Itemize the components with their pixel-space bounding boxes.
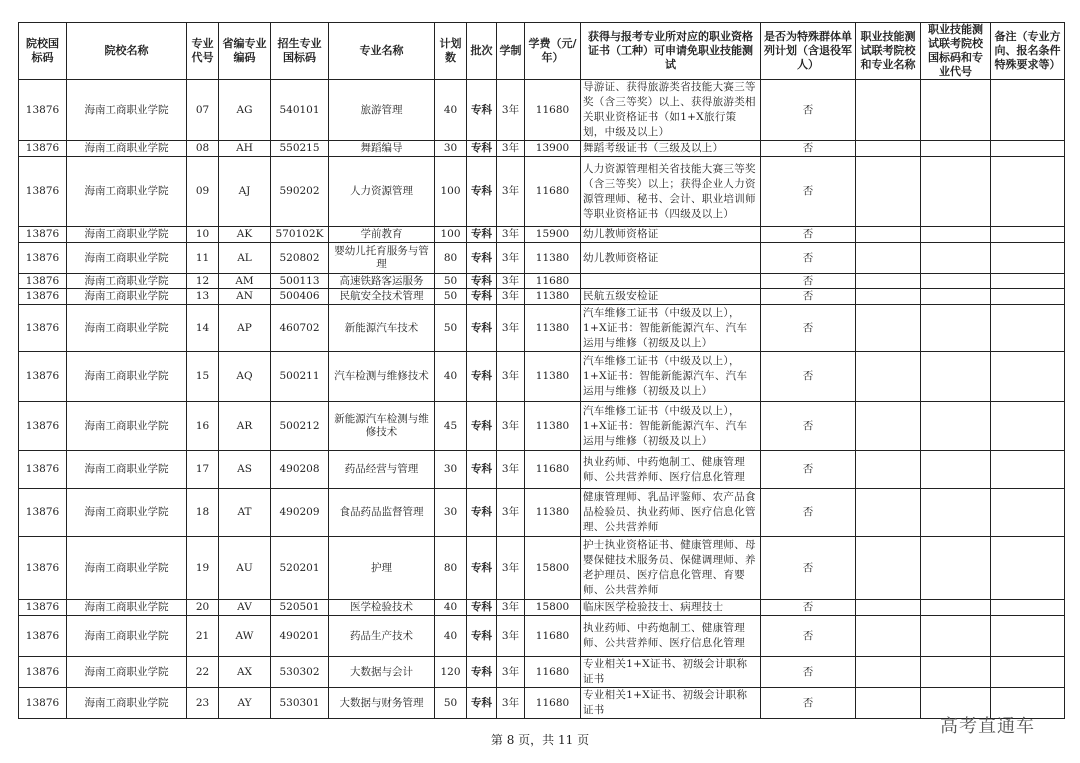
- cell-fee: 11680: [525, 451, 581, 489]
- cell-cert: 健康管理师、乳品评鉴师、农产品食品检验员、执业药师、医疗信息化管理、公共营养师: [581, 489, 761, 537]
- cell-school: 海南工商职业学院: [67, 600, 187, 616]
- column-header: 专业代号: [187, 23, 219, 80]
- cell-fee: 11380: [525, 305, 581, 352]
- column-header: 获得与报考专业所对应的职业资格证书（工种）可申请免职业技能测试: [581, 23, 761, 80]
- cell-plan: 45: [435, 402, 467, 451]
- cell-prov: AP: [219, 305, 271, 352]
- cell-empty: [991, 289, 1065, 305]
- cell-no: 18: [187, 489, 219, 537]
- cell-empty: [921, 352, 991, 402]
- cell-school: 海南工商职业学院: [67, 451, 187, 489]
- cell-prov: AS: [219, 451, 271, 489]
- cell-no: 11: [187, 243, 219, 274]
- column-header: 职业技能测试联考院校国标码和专业代号: [921, 23, 991, 80]
- cell-empty: [856, 537, 921, 600]
- cell-major: 药品生产技术: [329, 616, 435, 657]
- cell-empty: [856, 80, 921, 141]
- column-header: 学制: [497, 23, 525, 80]
- cell-fee: 11380: [525, 352, 581, 402]
- cell-empty: [856, 402, 921, 451]
- cell-code: 13876: [19, 227, 67, 243]
- cell-special: 否: [761, 80, 856, 141]
- cell-fee: 11680: [525, 157, 581, 227]
- cell-code: 13876: [19, 141, 67, 157]
- cell-batch: 专科: [467, 537, 497, 600]
- cell-batch: 专科: [467, 489, 497, 537]
- cell-batch: 专科: [467, 227, 497, 243]
- table-row: [19, 289, 1065, 305]
- cell-empty: [991, 157, 1065, 227]
- cell-fee: 15800: [525, 600, 581, 616]
- column-header: 招生专业国标码: [271, 23, 329, 80]
- table-row: [19, 141, 1065, 157]
- cell-batch: 专科: [467, 402, 497, 451]
- cell-prov: AM: [219, 274, 271, 289]
- cell-special: 否: [761, 227, 856, 243]
- cell-plan: 40: [435, 600, 467, 616]
- table-row: [19, 537, 1065, 600]
- cell-no: 20: [187, 600, 219, 616]
- column-header: 院校名称: [67, 23, 187, 80]
- cell-empty: [921, 305, 991, 352]
- cell-empty: [991, 451, 1065, 489]
- cell-nat: 490201: [271, 616, 329, 657]
- cell-code: 13876: [19, 305, 67, 352]
- enrollment-plan-table: [18, 22, 1065, 719]
- cell-empty: [991, 243, 1065, 274]
- cell-nat: 590202: [271, 157, 329, 227]
- cell-code: 13876: [19, 402, 67, 451]
- cell-nat: 530301: [271, 688, 329, 719]
- cell-empty: [991, 537, 1065, 600]
- cell-empty: [921, 616, 991, 657]
- cell-nat: 530302: [271, 657, 329, 688]
- cell-batch: 专科: [467, 352, 497, 402]
- cell-years: 3年: [497, 243, 525, 274]
- cell-special: 否: [761, 600, 856, 616]
- cell-special: 否: [761, 537, 856, 600]
- cell-special: 否: [761, 657, 856, 688]
- table-row: [19, 305, 1065, 352]
- cell-batch: 专科: [467, 616, 497, 657]
- cell-plan: 30: [435, 451, 467, 489]
- cell-no: 08: [187, 141, 219, 157]
- cell-nat: 500406: [271, 289, 329, 305]
- cell-empty: [921, 657, 991, 688]
- cell-school: 海南工商职业学院: [67, 657, 187, 688]
- cell-special: 否: [761, 616, 856, 657]
- cell-school: 海南工商职业学院: [67, 80, 187, 141]
- cell-years: 3年: [497, 600, 525, 616]
- cell-years: 3年: [497, 402, 525, 451]
- cell-cert: 护士执业资格证书、健康管理师、母婴保健技术服务员、保健调理师、养老护理员、医疗信息化管理、育婴师、公共营养师: [581, 537, 761, 600]
- cell-empty: [991, 402, 1065, 451]
- cell-code: 13876: [19, 80, 67, 141]
- cell-empty: [921, 537, 991, 600]
- table-row: [19, 274, 1065, 289]
- cell-empty: [991, 274, 1065, 289]
- cell-major: 学前教育: [329, 227, 435, 243]
- cell-plan: 40: [435, 80, 467, 141]
- cell-major: 汽车检测与维修技术: [329, 352, 435, 402]
- cell-empty: [991, 305, 1065, 352]
- table-row: [19, 80, 1065, 141]
- cell-years: 3年: [497, 289, 525, 305]
- column-header: 省编专业编码: [219, 23, 271, 80]
- cell-plan: 80: [435, 537, 467, 600]
- cell-empty: [921, 600, 991, 616]
- cell-no: 19: [187, 537, 219, 600]
- cell-fee: 11380: [525, 289, 581, 305]
- cell-no: 21: [187, 616, 219, 657]
- cell-batch: 专科: [467, 243, 497, 274]
- cell-batch: 专科: [467, 274, 497, 289]
- cell-empty: [991, 227, 1065, 243]
- cell-special: 否: [761, 274, 856, 289]
- cell-prov: AU: [219, 537, 271, 600]
- cell-no: 17: [187, 451, 219, 489]
- cell-major: 舞蹈编导: [329, 141, 435, 157]
- cell-code: 13876: [19, 243, 67, 274]
- cell-special: 否: [761, 157, 856, 227]
- cell-major: 药品经营与管理: [329, 451, 435, 489]
- cell-years: 3年: [497, 157, 525, 227]
- cell-empty: [856, 243, 921, 274]
- cell-empty: [856, 157, 921, 227]
- cell-years: 3年: [497, 688, 525, 719]
- cell-empty: [991, 600, 1065, 616]
- watermark: 高考直通车: [940, 716, 1035, 737]
- cell-empty: [921, 157, 991, 227]
- table-row: [19, 227, 1065, 243]
- cell-nat: 490209: [271, 489, 329, 537]
- cell-major: 大数据与财务管理: [329, 688, 435, 719]
- cell-special: 否: [761, 289, 856, 305]
- cell-prov: AN: [219, 289, 271, 305]
- cell-batch: 专科: [467, 305, 497, 352]
- cell-empty: [921, 402, 991, 451]
- table-row: [19, 243, 1065, 274]
- cell-plan: 100: [435, 157, 467, 227]
- cell-code: 13876: [19, 616, 67, 657]
- cell-special: 否: [761, 305, 856, 352]
- cell-empty: [856, 688, 921, 719]
- cell-code: 13876: [19, 451, 67, 489]
- cell-cert: 执业药师、中药炮制工、健康管理师、公共营养师、医疗信息化管理: [581, 451, 761, 489]
- cell-major: 高速铁路客运服务: [329, 274, 435, 289]
- cell-plan: 40: [435, 616, 467, 657]
- cell-major: 医学检验技术: [329, 600, 435, 616]
- cell-empty: [856, 489, 921, 537]
- cell-nat: 540101: [271, 80, 329, 141]
- cell-years: 3年: [497, 305, 525, 352]
- cell-years: 3年: [497, 616, 525, 657]
- cell-nat: 520201: [271, 537, 329, 600]
- cell-nat: 500211: [271, 352, 329, 402]
- cell-plan: 50: [435, 305, 467, 352]
- cell-code: 13876: [19, 657, 67, 688]
- cell-empty: [856, 451, 921, 489]
- cell-prov: AQ: [219, 352, 271, 402]
- cell-plan: 40: [435, 352, 467, 402]
- table-row: [19, 352, 1065, 402]
- table-row: [19, 616, 1065, 657]
- column-header: 专业名称: [329, 23, 435, 80]
- cell-nat: 460702: [271, 305, 329, 352]
- cell-cert: 导游证、获得旅游类省技能大赛三等奖（含三等奖）以上、获得旅游类相关职业资格证书（如1+X旅行策划，中级及以上）: [581, 80, 761, 141]
- cell-cert: 汽车维修工证书（中级及以上），1+X证书：智能新能源汽车、汽车运用与维修（初级及以上）: [581, 402, 761, 451]
- cell-empty: [921, 289, 991, 305]
- cell-cert: 汽车维修工证书（中级及以上），1+X证书：智能新能源汽车、汽车运用与维修（初级及以上）: [581, 305, 761, 352]
- cell-years: 3年: [497, 451, 525, 489]
- cell-fee: 11680: [525, 688, 581, 719]
- cell-nat: 520501: [271, 600, 329, 616]
- cell-nat: 550215: [271, 141, 329, 157]
- cell-empty: [991, 657, 1065, 688]
- cell-plan: 50: [435, 289, 467, 305]
- cell-special: 否: [761, 141, 856, 157]
- cell-cert: 执业药师、中药炮制工、健康管理师、公共营养师、医疗信息化管理: [581, 616, 761, 657]
- cell-school: 海南工商职业学院: [67, 141, 187, 157]
- cell-major: 护理: [329, 537, 435, 600]
- cell-empty: [921, 274, 991, 289]
- cell-cert: 专业相关1+X证书、初级会计职称证书: [581, 657, 761, 688]
- cell-school: 海南工商职业学院: [67, 352, 187, 402]
- table-row: [19, 600, 1065, 616]
- table-row: [19, 451, 1065, 489]
- column-header: 计划数: [435, 23, 467, 80]
- cell-cert: 人力资源管理相关省技能大赛三等奖（含三等奖）以上；获得企业人力资源管理师、秘书、会计、职业培训师等职业资格证书（四级及以上）: [581, 157, 761, 227]
- cell-empty: [856, 141, 921, 157]
- cell-no: 14: [187, 305, 219, 352]
- cell-batch: 专科: [467, 157, 497, 227]
- cell-empty: [991, 352, 1065, 402]
- cell-plan: 80: [435, 243, 467, 274]
- cell-plan: 50: [435, 274, 467, 289]
- cell-major: 新能源汽车技术: [329, 305, 435, 352]
- cell-fee: 11380: [525, 243, 581, 274]
- cell-fee: 15800: [525, 537, 581, 600]
- cell-years: 3年: [497, 657, 525, 688]
- cell-empty: [921, 243, 991, 274]
- cell-no: 07: [187, 80, 219, 141]
- cell-prov: AY: [219, 688, 271, 719]
- cell-major: 婴幼儿托育服务与管理: [329, 243, 435, 274]
- cell-code: 13876: [19, 537, 67, 600]
- cell-no: 13: [187, 289, 219, 305]
- cell-no: 22: [187, 657, 219, 688]
- cell-fee: 11380: [525, 402, 581, 451]
- cell-fee: 11380: [525, 489, 581, 537]
- cell-cert: [581, 274, 761, 289]
- cell-empty: [921, 141, 991, 157]
- column-header: 院校国标码: [19, 23, 67, 80]
- cell-no: 16: [187, 402, 219, 451]
- table-row: [19, 688, 1065, 719]
- cell-fee: 11680: [525, 80, 581, 141]
- cell-fee: 11680: [525, 657, 581, 688]
- column-header: 是否为特殊群体单列计划（含退役军人）: [761, 23, 856, 80]
- cell-fee: 11680: [525, 274, 581, 289]
- cell-code: 13876: [19, 600, 67, 616]
- cell-batch: 专科: [467, 141, 497, 157]
- cell-code: 13876: [19, 352, 67, 402]
- cell-special: 否: [761, 402, 856, 451]
- cell-fee: 13900: [525, 141, 581, 157]
- cell-prov: AR: [219, 402, 271, 451]
- cell-special: 否: [761, 243, 856, 274]
- table-row: [19, 657, 1065, 688]
- cell-cert: 幼儿教师资格证: [581, 243, 761, 274]
- cell-prov: AK: [219, 227, 271, 243]
- cell-special: 否: [761, 688, 856, 719]
- table-row: [19, 157, 1065, 227]
- cell-code: 13876: [19, 274, 67, 289]
- cell-fee: 11680: [525, 616, 581, 657]
- cell-no: 23: [187, 688, 219, 719]
- cell-no: 12: [187, 274, 219, 289]
- column-header: 学费（元/年）: [525, 23, 581, 80]
- cell-school: 海南工商职业学院: [67, 616, 187, 657]
- cell-major: 民航安全技术管理: [329, 289, 435, 305]
- cell-no: 15: [187, 352, 219, 402]
- cell-empty: [856, 657, 921, 688]
- cell-code: 13876: [19, 489, 67, 537]
- cell-school: 海南工商职业学院: [67, 305, 187, 352]
- cell-school: 海南工商职业学院: [67, 489, 187, 537]
- column-header: 批次: [467, 23, 497, 80]
- cell-plan: 30: [435, 489, 467, 537]
- cell-no: 10: [187, 227, 219, 243]
- page-number: 第 8 页，共 11 页: [490, 733, 590, 747]
- table-header-row: [19, 23, 1065, 80]
- cell-prov: AJ: [219, 157, 271, 227]
- cell-special: 否: [761, 489, 856, 537]
- cell-empty: [991, 141, 1065, 157]
- cell-plan: 50: [435, 688, 467, 719]
- cell-school: 海南工商职业学院: [67, 402, 187, 451]
- cell-prov: AH: [219, 141, 271, 157]
- column-header: 备注（专业方向、报名条件特殊要求等）: [991, 23, 1065, 80]
- cell-prov: AV: [219, 600, 271, 616]
- cell-plan: 30: [435, 141, 467, 157]
- cell-empty: [856, 274, 921, 289]
- cell-school: 海南工商职业学院: [67, 537, 187, 600]
- cell-nat: 520802: [271, 243, 329, 274]
- cell-cert: 舞蹈考级证书（三级及以上）: [581, 141, 761, 157]
- cell-empty: [991, 80, 1065, 141]
- cell-years: 3年: [497, 227, 525, 243]
- cell-batch: 专科: [467, 80, 497, 141]
- cell-empty: [991, 616, 1065, 657]
- cell-batch: 专科: [467, 451, 497, 489]
- cell-code: 13876: [19, 157, 67, 227]
- cell-batch: 专科: [467, 688, 497, 719]
- cell-school: 海南工商职业学院: [67, 289, 187, 305]
- column-header: 职业技能测试联考院校和专业名称: [856, 23, 921, 80]
- cell-school: 海南工商职业学院: [67, 157, 187, 227]
- cell-empty: [921, 80, 991, 141]
- cell-empty: [856, 600, 921, 616]
- cell-cert: 民航五级安检证: [581, 289, 761, 305]
- cell-prov: AX: [219, 657, 271, 688]
- cell-fee: 15900: [525, 227, 581, 243]
- table-row: [19, 402, 1065, 451]
- cell-plan: 100: [435, 227, 467, 243]
- cell-nat: 570102K: [271, 227, 329, 243]
- cell-batch: 专科: [467, 657, 497, 688]
- cell-school: 海南工商职业学院: [67, 274, 187, 289]
- cell-batch: 专科: [467, 289, 497, 305]
- cell-special: 否: [761, 352, 856, 402]
- cell-cert: 临床医学检验技士、病理技士: [581, 600, 761, 616]
- cell-years: 3年: [497, 274, 525, 289]
- cell-plan: 120: [435, 657, 467, 688]
- cell-code: 13876: [19, 688, 67, 719]
- cell-years: 3年: [497, 141, 525, 157]
- cell-empty: [856, 305, 921, 352]
- cell-years: 3年: [497, 80, 525, 141]
- cell-major: 食品药品监督管理: [329, 489, 435, 537]
- cell-years: 3年: [497, 489, 525, 537]
- cell-empty: [991, 489, 1065, 537]
- cell-nat: 490208: [271, 451, 329, 489]
- cell-empty: [921, 227, 991, 243]
- cell-empty: [856, 352, 921, 402]
- cell-years: 3年: [497, 537, 525, 600]
- cell-code: 13876: [19, 289, 67, 305]
- cell-major: 人力资源管理: [329, 157, 435, 227]
- cell-empty: [921, 451, 991, 489]
- cell-empty: [856, 227, 921, 243]
- table-row: [19, 489, 1065, 537]
- cell-school: 海南工商职业学院: [67, 688, 187, 719]
- cell-prov: AW: [219, 616, 271, 657]
- cell-cert: 幼儿教师资格证: [581, 227, 761, 243]
- cell-empty: [921, 489, 991, 537]
- cell-prov: AT: [219, 489, 271, 537]
- cell-nat: 500113: [271, 274, 329, 289]
- cell-school: 海南工商职业学院: [67, 227, 187, 243]
- cell-nat: 500212: [271, 402, 329, 451]
- cell-cert: 汽车维修工证书（中级及以上），1+X证书：智能新能源汽车、汽车运用与维修（初级及以上）: [581, 352, 761, 402]
- cell-empty: [856, 616, 921, 657]
- cell-no: 09: [187, 157, 219, 227]
- cell-prov: AG: [219, 80, 271, 141]
- cell-cert: 专业相关1+X证书、初级会计职称证书: [581, 688, 761, 719]
- cell-years: 3年: [497, 352, 525, 402]
- cell-school: 海南工商职业学院: [67, 243, 187, 274]
- cell-major: 大数据与会计: [329, 657, 435, 688]
- cell-empty: [856, 289, 921, 305]
- cell-special: 否: [761, 451, 856, 489]
- cell-prov: AL: [219, 243, 271, 274]
- cell-batch: 专科: [467, 600, 497, 616]
- cell-major: 新能源汽车检测与维修技术: [329, 402, 435, 451]
- cell-major: 旅游管理: [329, 80, 435, 141]
